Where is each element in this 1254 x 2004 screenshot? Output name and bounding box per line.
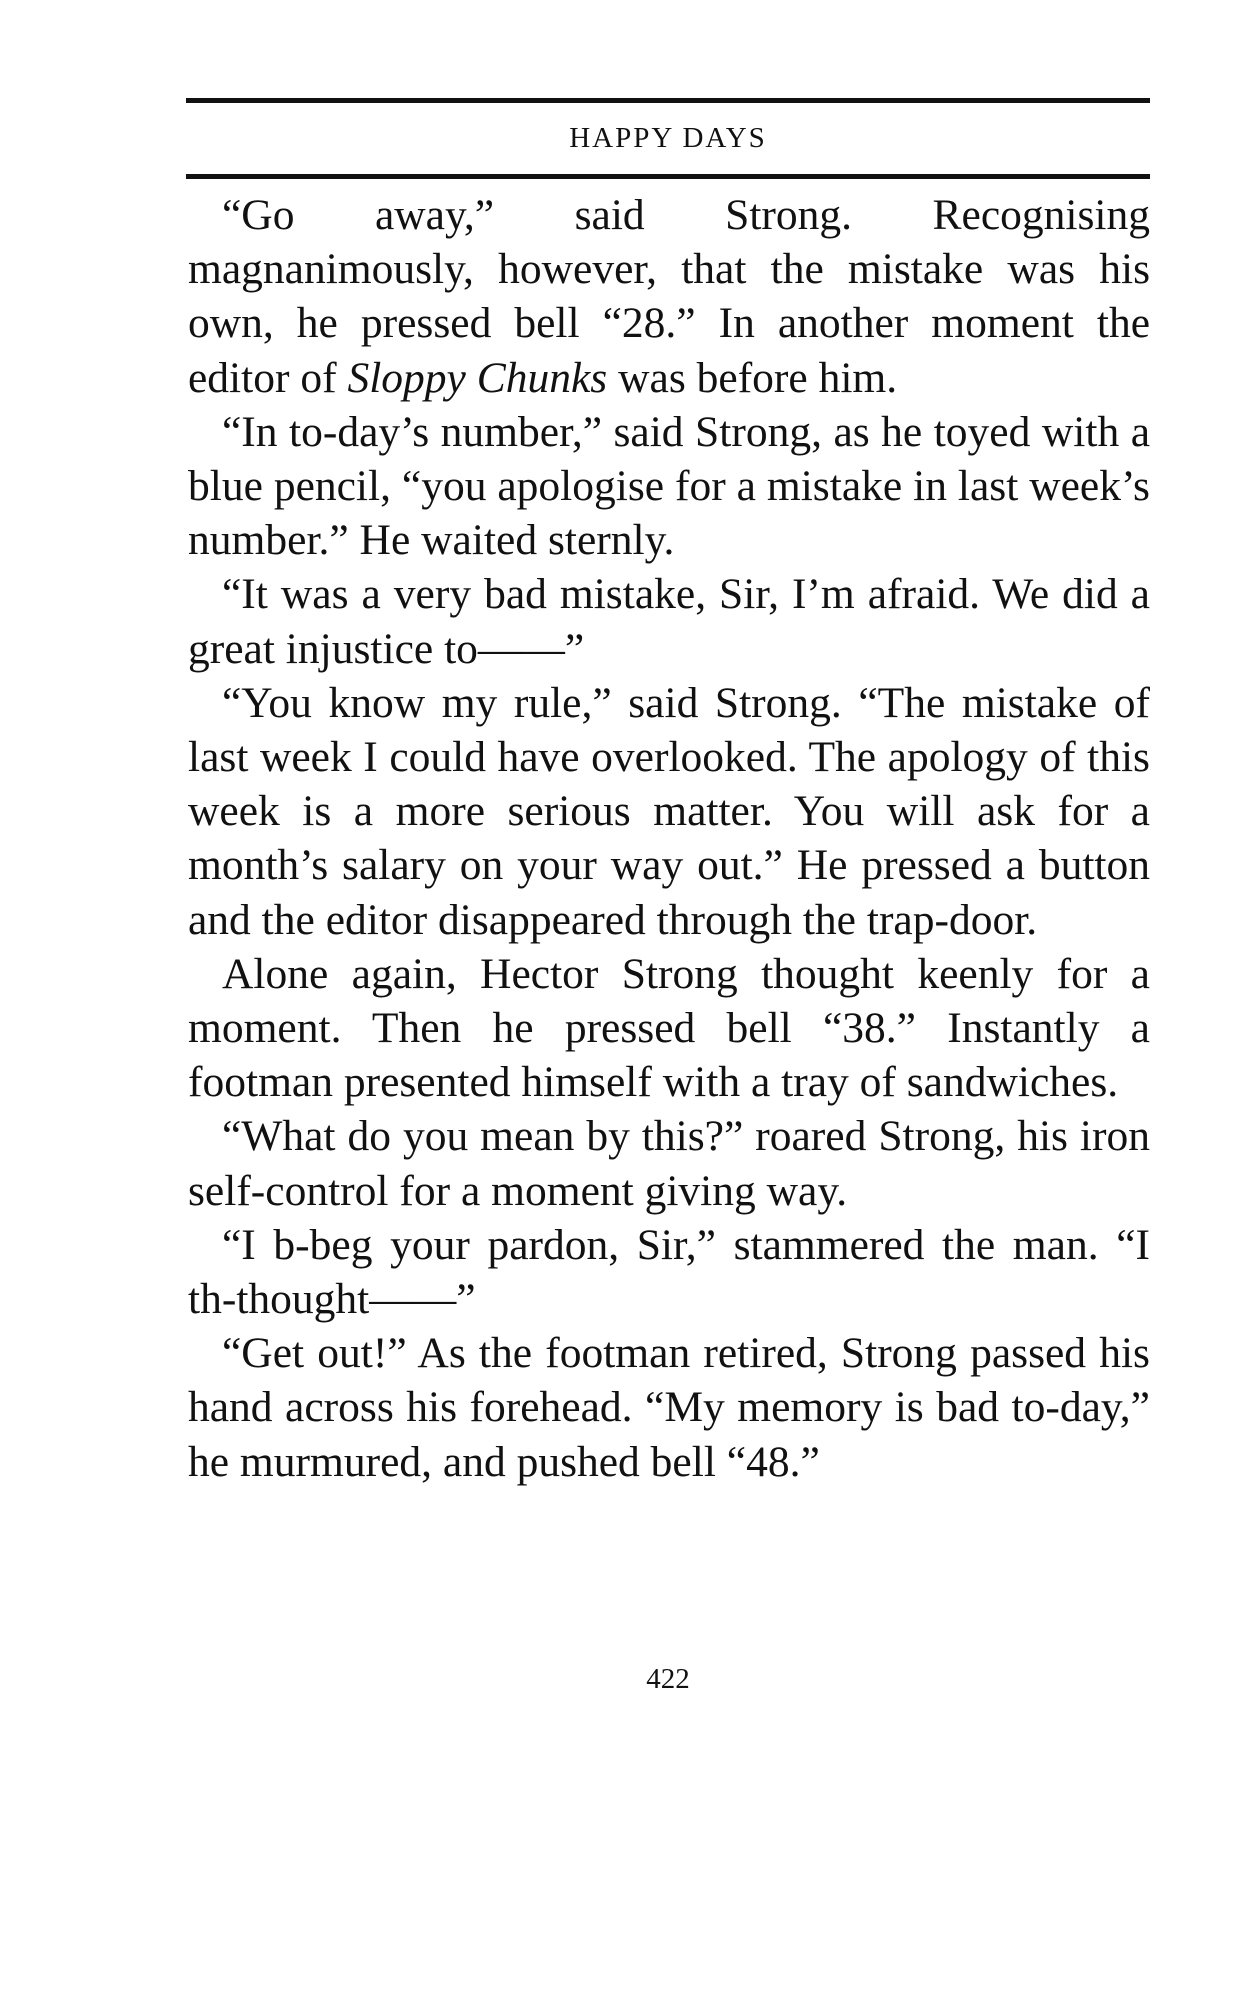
paragraph: Alone again, Hector Strong thought keenly for a moment. Then he pressed bell “38.” Instantly a footman presented himself with a tray of sandwiches. (188, 949, 1150, 1107)
header-top-rule (186, 98, 1150, 103)
body-text (188, 188, 1150, 1489)
running-head: HAPPY DAYS (569, 122, 767, 154)
paragraph (188, 188, 1150, 405)
paragraph: “Get out!” As the footman retired, Strong passed his hand across his forehead. “My memory is bad to-day,” he murmured, and pushed bell “48.” (188, 1329, 1150, 1486)
header-bottom-rule (186, 174, 1150, 179)
page-number: 422 (646, 1663, 690, 1695)
paragraph: “In to-day’s number,” said Strong, as he toyed with a blue pencil, “you apologise for a mistake in last week’s number.” He waited sternly. (188, 407, 1150, 565)
paragraph: “You know my rule,” said Strong. “The mistake of last week I could have overlooked. The apology of this week is a more serious matter. You will ask for a month’s salary on your way out.” He pressed a button and the editor disappeared through the trap-door. (188, 678, 1150, 944)
paragraph-text: “Go away,” said Strong. Recognising magnanimously, however, that the mistake was his own, he pressed bell “28.” In another moment the editor of (188, 191, 1150, 402)
periodical-title: Sloppy Chunks (347, 353, 608, 402)
paragraph: “I b-beg your pardon, Sir,” stammered the man. “I th-thought——” (188, 1220, 1150, 1324)
paragraph-text: was before him. (607, 353, 898, 402)
paragraph: “What do you mean by this?” roared Strong, his iron self-control for a moment giving way. (188, 1112, 1150, 1215)
paragraph: “It was a very bad mistake, Sir, I’m afraid. We did a great injustice to——” (188, 570, 1150, 673)
